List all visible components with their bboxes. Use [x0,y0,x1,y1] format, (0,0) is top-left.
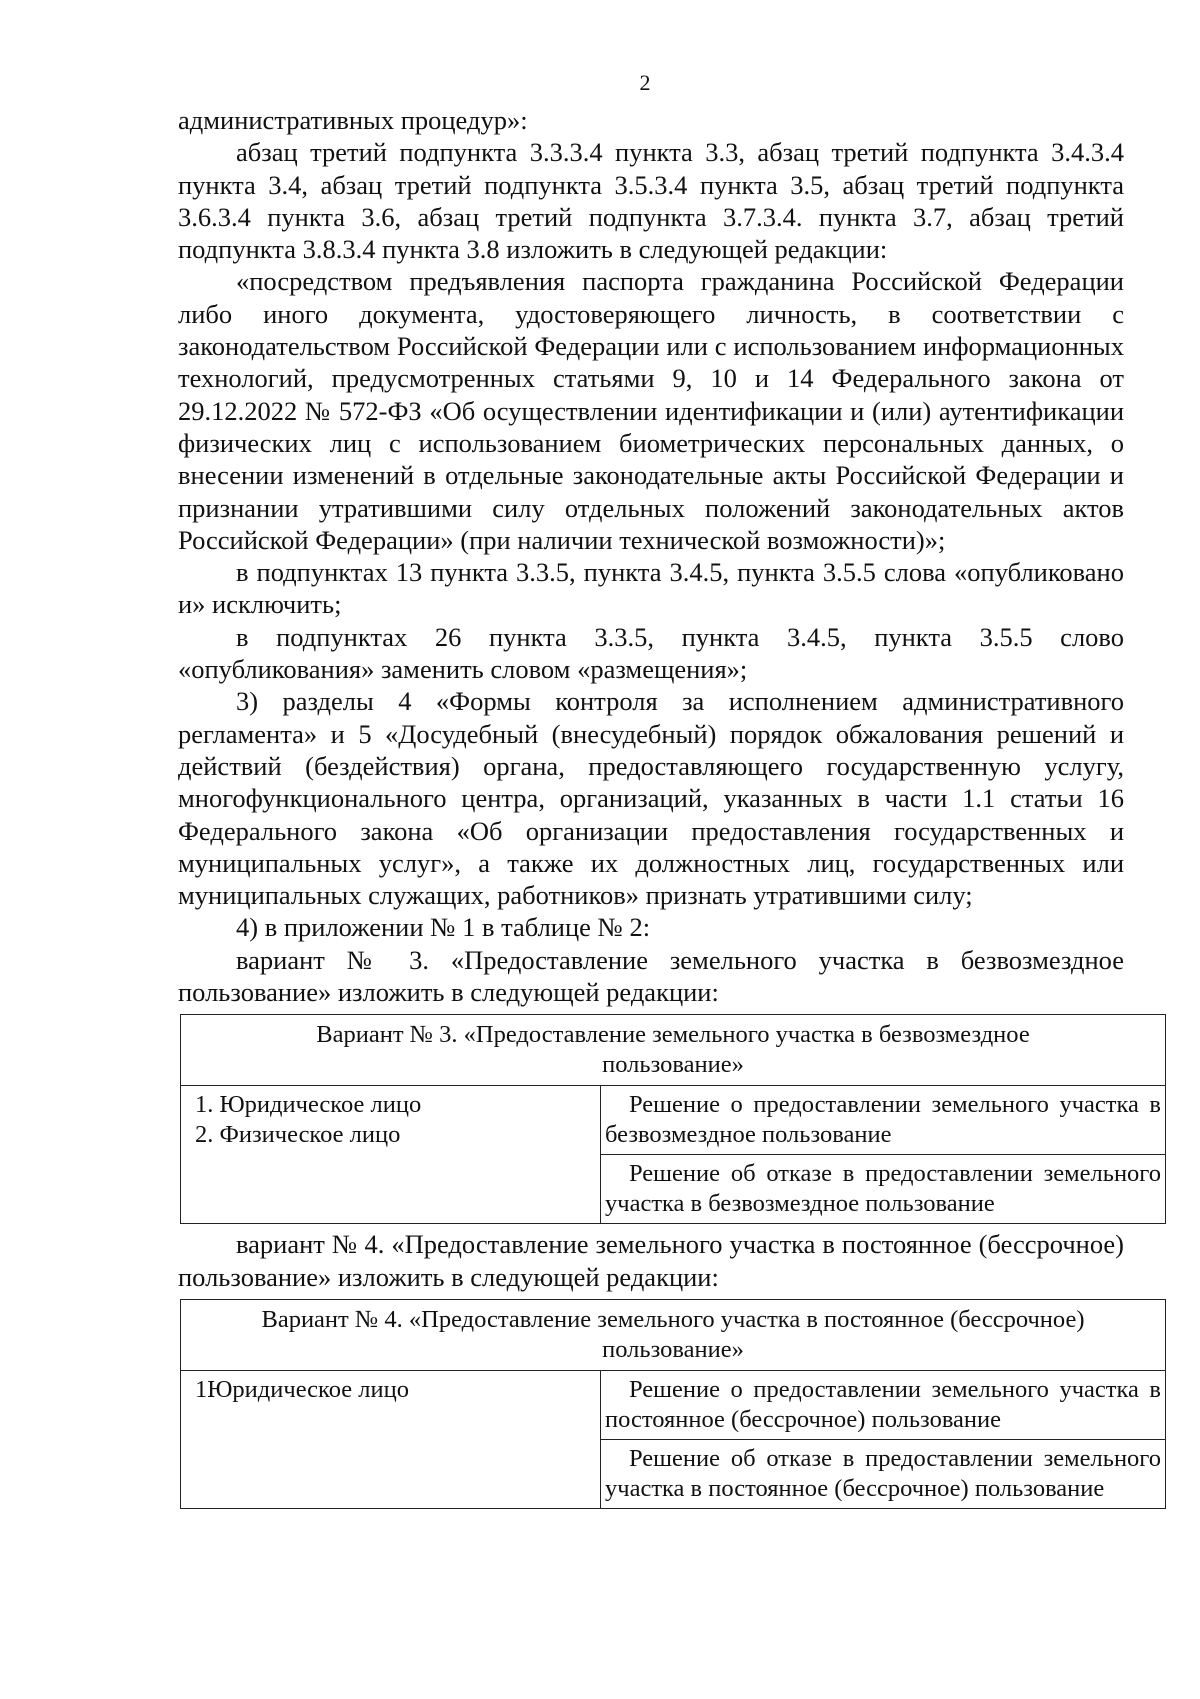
table-header-line: пользование» [602,1051,744,1079]
page-number: 2 [639,70,651,95]
applicant-item: 1Юридическое лицо [195,1375,409,1403]
result-cell [601,1439,1166,1508]
paragraph: 3) разделы 4 «Формы контроля за исполнением административного регламента» и 5 «Досудебный (внесудебный) порядок обжалования решений и действий (бездействия) органа, предоставляющего государственную услугу, многофункционального центра, организаций, указанных в части 1.1 статьи 16 Федерального закона «Об организации предоставления государственных и муниципальных услуг», а также их должностных лиц, государственных или муниципальных служащих, работников» признать утратившими силу; [178,686,1124,911]
paragraph: абзац третий подпункта 3.3.3.4 пункта 3.3, абзац третий подпункта 3.4.3.4 пункта 3.4, абзац третий подпункта 3.5.3.4 пункта 3.5, абзац третий подпункта 3.6.3.4 пункта 3.6, абзац третий подпункта 3.7.3.4. пункта 3.7, абзац третий подпункта 3.8.3.4 пункта 3.8 изложить в следующей редакции: [178,137,1124,265]
paragraph: в подпунктах 13 пункта 3.3.5, пункта 3.4.5, пункта 3.5.5 слова «опубликовано и» исключить; [178,557,1124,620]
paragraph: административных процедур»: [178,105,528,135]
applicant-item: 2. Физическое лицо [195,1121,401,1149]
applicant-item: 1. Юридическое лицо [195,1091,422,1119]
table-header-line: пользование» [602,1335,744,1363]
applicant-cell [181,1370,601,1508]
document-body [178,104,1161,1509]
result-text: Решение о предоставлении земельного участка в постоянное (бессрочное) пользование [605,1375,1161,1433]
result-text: Решение о предоставлении земельного участка в безвозмездное пользование [605,1091,1161,1149]
applicant-cell [181,1086,601,1224]
paragraph: вариант № 4. «Предоставление земельного участка в постоянное (бессрочное) пользование» изложить в следующей редакции: [178,1229,1124,1292]
result-cell [601,1086,1166,1155]
result-text: Решение об отказе в предоставлении земельного участка в безвозмездное пользование [605,1160,1161,1218]
result-cell [601,1155,1166,1224]
table-header [181,1299,1166,1370]
paragraph: «посредством предъявления паспорта гражданина Российской Федерации либо иного документа, удостоверяющего личность, в соответствии с законодательством Российской Федерации или с использованием информационных технологий, предусмотренных статьями 9, 10 и 14 Федерального закона от 29.12.2022 № 572-ФЗ «Об осуществлении идентификации и (или) аутентификации физических лиц с использованием биометрических персональных данных, о внесении изменений в отдельные законодательные акты Российской Федерации и признании утратившими силу отдельных положений законодательных актов Российской Федерации» (при наличии технической возможности)»; [178,266,1124,555]
result-cell [601,1370,1166,1439]
result-text: Решение об отказе в предоставлении земельного участка в постоянное (бессрочное) пользование [605,1444,1161,1502]
paragraph: вариант № 3. «Предоставление земельного участка в безвозмездное пользование» изложить в следующей редакции: [178,944,1124,1008]
variant-4-table [180,1299,1166,1509]
table-header-line: Вариант № 3. «Предоставление земельного участка в безвозмездное [316,1021,1030,1049]
table-header-line: Вариант № 4. «Предоставление земельного участка в постоянное (бессрочное) [261,1305,1085,1333]
table-header [181,1015,1166,1086]
paragraph: в подпунктах 26 пункта 3.3.5, пункта 3.4.5, пункта 3.5.5 слово «опубликования» заменить словом «размещения»; [178,621,1124,685]
paragraph: 4) в приложении № 1 в таблице № 2: [236,912,651,943]
variant-3-table [180,1014,1166,1224]
